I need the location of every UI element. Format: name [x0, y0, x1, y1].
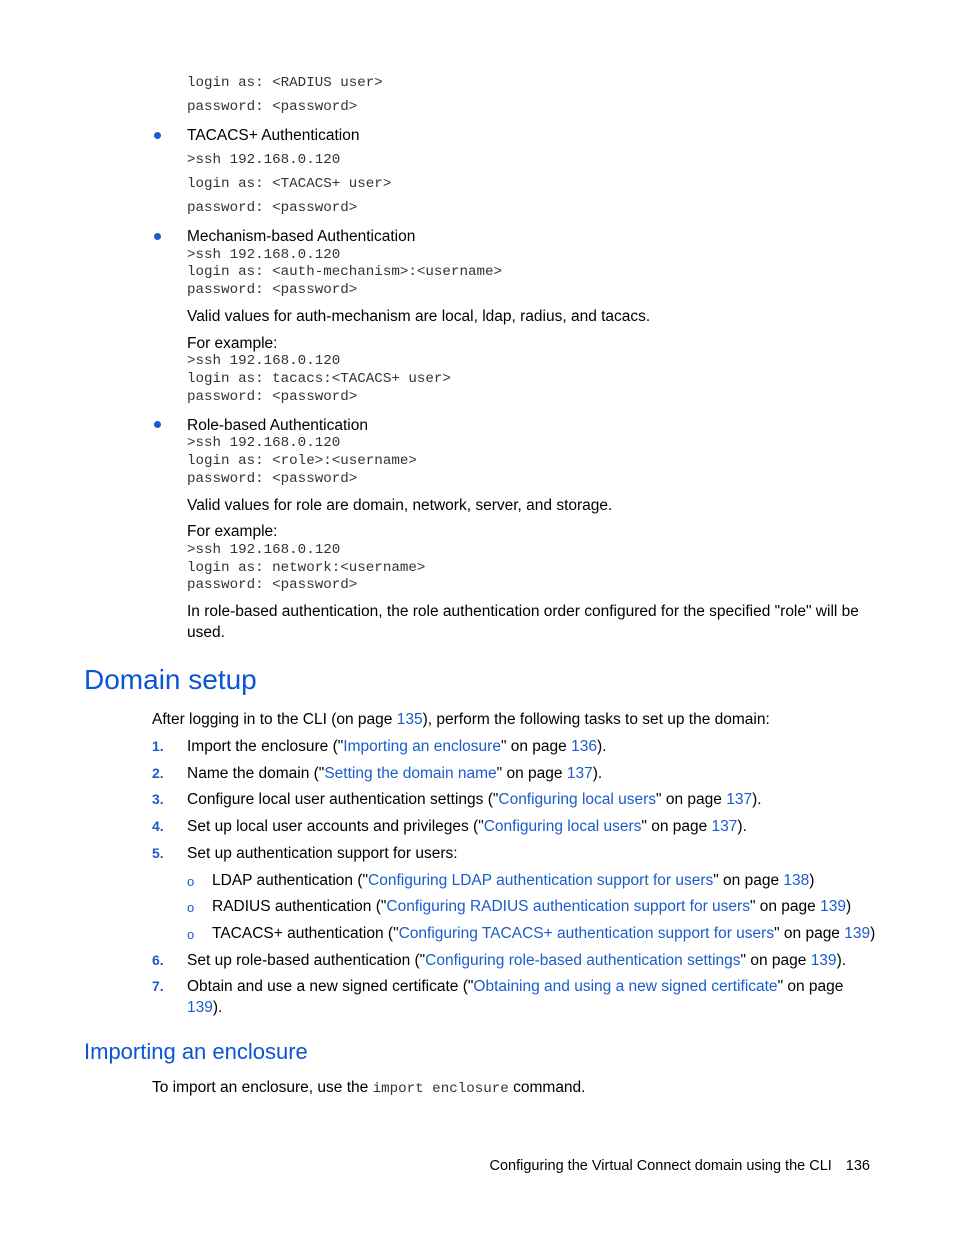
step-number: 2.: [152, 765, 164, 781]
step-number: 1.: [152, 738, 164, 754]
code-line: >ssh 192.168.0.120: [187, 435, 341, 451]
code-line: password: <password>: [187, 577, 358, 593]
page-link[interactable]: 139: [844, 925, 871, 942]
code-line: login as: <TACACS+ user>: [187, 176, 392, 192]
code-line: >ssh 192.168.0.120: [187, 542, 341, 558]
inline-code: import enclosure: [372, 1081, 509, 1097]
bullet-icon: [154, 421, 161, 428]
xref-link[interactable]: Configuring role-based authentication settings: [425, 952, 741, 969]
step-number: 7.: [152, 978, 164, 994]
xref-link[interactable]: Obtaining and using a new signed certificate: [473, 978, 778, 995]
page-footer: [489, 1158, 870, 1174]
code-line: login as: <role>:<username>: [187, 453, 417, 469]
step-item: Name the domain ("Setting the domain name" on page 137).: [187, 765, 603, 782]
xref-link[interactable]: Configuring LDAP authentication support for users: [368, 872, 714, 889]
code-line: login as: <auth-mechanism>:<username>: [187, 264, 503, 280]
footer-title: Configuring the Virtual Connect domain using the CLI: [489, 1158, 832, 1174]
xref-link[interactable]: Importing an enclosure: [343, 738, 501, 755]
xref-link[interactable]: Configuring local users: [483, 818, 642, 835]
page-link[interactable]: 139: [810, 952, 837, 969]
substep-item: RADIUS authentication ("Configuring RADIUS authentication support for users" on page 139): [212, 898, 852, 915]
xref-link[interactable]: Configuring RADIUS authentication support for users: [386, 898, 750, 915]
code-line: >ssh 192.168.0.120: [187, 152, 341, 168]
code-line: login as: tacacs:<TACACS+ user>: [187, 371, 451, 387]
substep-item: LDAP authentication ("Configuring LDAP authentication support for users" on page 138): [212, 872, 815, 889]
page-link[interactable]: 136: [571, 738, 597, 755]
step-number: 4.: [152, 818, 164, 834]
page-link[interactable]: 139: [820, 898, 846, 915]
page-link[interactable]: 135: [396, 711, 423, 728]
code-line: password: <password>: [187, 389, 358, 405]
substep-marker: o: [187, 874, 195, 889]
bullet-label-mechanism: Mechanism-based Authentication: [187, 228, 416, 245]
bullet-icon: [154, 132, 161, 139]
step-item: Set up authentication support for users:: [187, 845, 458, 862]
mechanism-valid-values: Valid values for auth-mechanism are local, ldap, radius, and tacacs.: [187, 308, 651, 325]
step-number: 6.: [152, 952, 164, 968]
code-line: password: <password>: [187, 200, 358, 216]
bullet-label-tacacs: TACACS+ Authentication: [187, 127, 360, 144]
page-link[interactable]: 137: [711, 818, 738, 835]
page-link[interactable]: 137: [726, 791, 753, 808]
step-item: Set up local user accounts and privileges ("Configuring local users" on page 137).: [187, 818, 747, 835]
code-line: password: <password>: [187, 99, 358, 115]
step-number: 3.: [152, 791, 164, 807]
code-line: >ssh 192.168.0.120: [187, 353, 341, 369]
substep-item: TACACS+ authentication ("Configuring TACACS+ authentication support for users" on page 139): [212, 925, 876, 942]
step-item: Set up role-based authentication ("Configuring role-based authentication settings" on page 139).: [187, 952, 847, 969]
intro-paragraph: After logging in to the CLI (on page 135), perform the following tasks to set up the domain:: [152, 711, 770, 728]
step-item: Configure local user authentication settings ("Configuring local users" on page 137).: [187, 791, 762, 808]
code-line: password: <password>: [187, 282, 358, 298]
page-link[interactable]: 138: [783, 872, 810, 889]
example-label: For example:: [187, 523, 278, 540]
substep-marker: o: [187, 900, 195, 915]
step-number: 5.: [152, 845, 164, 861]
importing-paragraph: To import an enclosure, use the import enclosure command.: [152, 1079, 586, 1097]
subsection-heading: Importing an enclosure: [84, 1039, 308, 1064]
bullet-label-role: Role-based Authentication: [187, 417, 368, 434]
substep-marker: o: [187, 927, 195, 942]
code-line: login as: <RADIUS user>: [187, 75, 383, 91]
section-heading: Domain setup: [84, 664, 257, 695]
page-link[interactable]: 137: [566, 765, 593, 782]
role-note: In role-based authentication, the role authentication order configured for the specified "role" will be used.: [187, 603, 859, 641]
xref-link[interactable]: Configuring local users: [498, 791, 657, 808]
step-item: Obtain and use a new signed certificate ("Obtaining and using a new signed certificate" on page 139).: [187, 978, 844, 1016]
code-line: password: <password>: [187, 471, 358, 487]
step-item: Import the enclosure ("Importing an enclosure" on page 136).: [187, 738, 607, 755]
page-link[interactable]: 139: [187, 999, 213, 1016]
role-valid-values: Valid values for role are domain, network, server, and storage.: [187, 497, 613, 514]
xref-link[interactable]: Setting the domain name: [324, 765, 497, 782]
xref-link[interactable]: Configuring TACACS+ authentication support for users: [398, 925, 775, 942]
example-label: For example:: [187, 335, 278, 352]
code-line: >ssh 192.168.0.120: [187, 247, 341, 263]
footer-page-number: 136: [845, 1158, 870, 1174]
bullet-icon: [154, 233, 161, 240]
code-line: login as: network:<username>: [187, 560, 426, 576]
